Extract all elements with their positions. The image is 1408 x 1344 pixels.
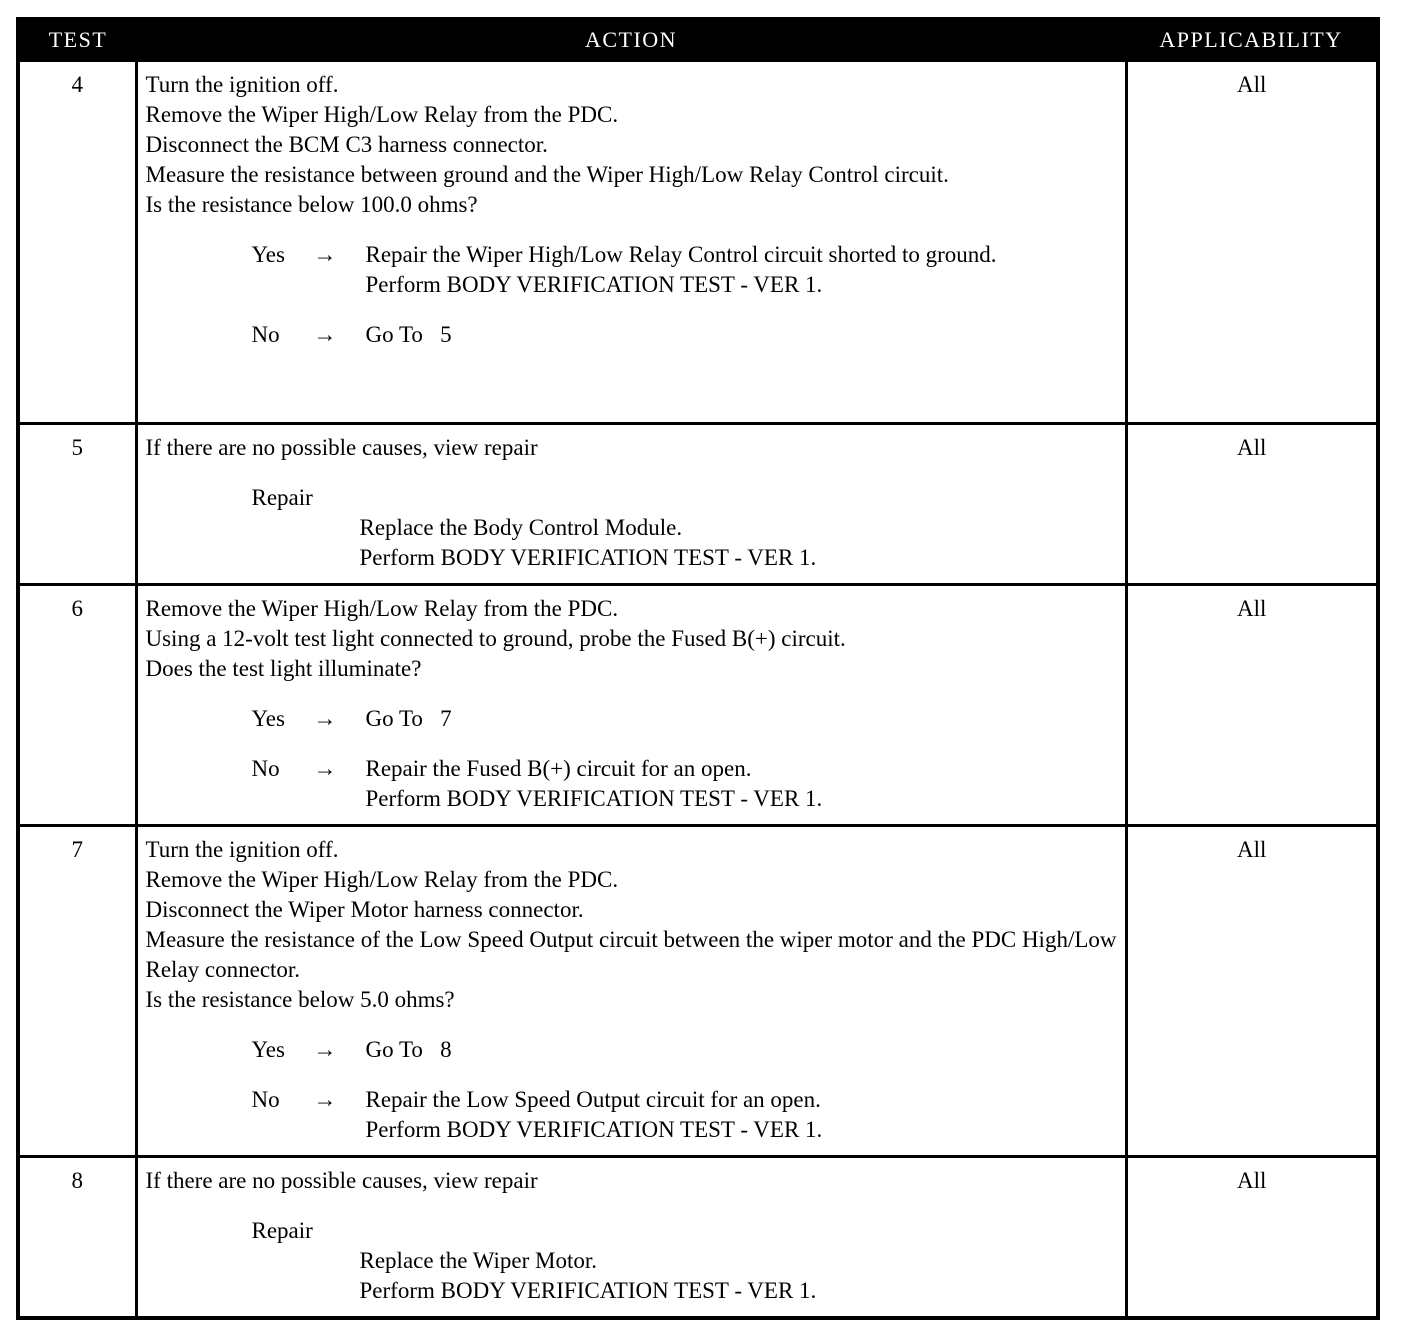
- arrow-right-icon: →: [313, 756, 337, 781]
- no-result-line: Perform BODY VERIFICATION TEST - VER 1.: [365, 786, 823, 811]
- yes-response: [146, 240, 1117, 300]
- yes-response: [146, 704, 1117, 734]
- repair-label: Repair: [251, 485, 313, 510]
- action-line: Does the test light illuminate?: [145, 656, 422, 681]
- yes-response: [146, 1035, 1117, 1065]
- repair-label: Repair: [251, 1218, 313, 1243]
- no-result-line: Repair the Fused B(+) circuit for an open.: [365, 756, 752, 781]
- yes-label: Yes: [251, 1037, 285, 1062]
- applicability-cell: All: [1126, 585, 1378, 826]
- repair-line: Perform BODY VERIFICATION TEST - VER 1.: [359, 1278, 817, 1303]
- yes-result-line: Perform BODY VERIFICATION TEST - VER 1.: [365, 272, 823, 297]
- action-line: Measure the resistance between ground and the Wiper High/Low Relay Control circuit.: [145, 162, 949, 187]
- yes-result-line: Repair the Wiper High/Low Relay Control circuit shorted to ground.: [365, 242, 997, 267]
- no-result: [366, 754, 1117, 814]
- action-line: Is the resistance below 5.0 ohms?: [145, 987, 455, 1012]
- action-line: Remove the Wiper High/Low Relay from the PDC.: [145, 867, 619, 892]
- no-response: [146, 320, 1117, 350]
- header-applicability: APPLICABILITY: [1126, 19, 1378, 61]
- test-row-4: [18, 61, 1378, 424]
- action-cell: [136, 826, 1126, 1157]
- no-response: [146, 1085, 1117, 1145]
- repair-steps: [360, 1246, 1117, 1306]
- action-line: If there are no possible causes, view repair: [145, 1168, 538, 1193]
- applicability-cell: All: [1126, 826, 1378, 1157]
- repair-line: Replace the Body Control Module.: [359, 515, 683, 540]
- test-row-6: [18, 585, 1378, 826]
- action-line: Remove the Wiper High/Low Relay from the PDC.: [145, 596, 619, 621]
- arrow-right-icon: →: [313, 242, 337, 267]
- action-line: Turn the ignition off.: [145, 72, 339, 97]
- applicability-cell: All: [1126, 424, 1378, 585]
- no-result-line: Go To 5: [365, 322, 452, 347]
- test-row-8: [18, 1157, 1378, 1318]
- action-cell: [136, 424, 1126, 585]
- repair-block: [146, 1216, 1117, 1306]
- action-line: Disconnect the Wiper Motor harness connector.: [145, 897, 584, 922]
- test-number: 8: [18, 1157, 136, 1318]
- test-number: 5: [18, 424, 136, 585]
- test-row-5: [18, 424, 1378, 585]
- test-number: 7: [18, 826, 136, 1157]
- no-result: [366, 1085, 1117, 1145]
- action-line: Measure the resistance of the Low Speed Output circuit between the wiper motor and the PDC High/Low Relay connector.: [145, 927, 1117, 982]
- action-line: Is the resistance below 100.0 ohms?: [145, 192, 478, 217]
- repair-line: Perform BODY VERIFICATION TEST - VER 1.: [359, 545, 817, 570]
- action-line: If there are no possible causes, view repair: [145, 435, 538, 460]
- arrow-right-icon: →: [313, 1037, 337, 1062]
- yes-result-line: Go To 8: [365, 1037, 452, 1062]
- no-label: No: [251, 756, 280, 781]
- yes-result: [366, 1035, 1117, 1065]
- no-result-line: Repair the Low Speed Output circuit for an open.: [365, 1087, 821, 1112]
- yes-label: Yes: [251, 706, 285, 731]
- arrow-right-icon: →: [313, 322, 337, 347]
- no-result: [366, 320, 1117, 350]
- repair-steps: [360, 513, 1117, 573]
- action-line: Using a 12-volt test light connected to ground, probe the Fused B(+) circuit.: [145, 626, 846, 651]
- no-response: [146, 754, 1117, 814]
- action-line: Disconnect the BCM C3 harness connector.: [145, 132, 548, 157]
- test-row-7: [18, 826, 1378, 1157]
- applicability-cell: All: [1126, 1157, 1378, 1318]
- no-result-line: Perform BODY VERIFICATION TEST - VER 1.: [365, 1117, 823, 1142]
- repair-block: [146, 483, 1117, 573]
- header-test: TEST: [18, 19, 136, 61]
- action-cell: [136, 1157, 1126, 1318]
- test-number: 4: [18, 61, 136, 424]
- arrow-right-icon: →: [313, 1087, 337, 1112]
- action-line: Remove the Wiper High/Low Relay from the PDC.: [145, 102, 619, 127]
- applicability-cell: All: [1126, 61, 1378, 424]
- no-label: No: [251, 1087, 280, 1112]
- no-label: No: [251, 322, 280, 347]
- yes-result: [366, 704, 1117, 734]
- repair-line: Replace the Wiper Motor.: [359, 1248, 598, 1273]
- arrow-right-icon: →: [313, 706, 337, 731]
- action-cell: [136, 61, 1126, 424]
- header-row: [18, 19, 1378, 61]
- yes-result-line: Go To 7: [365, 706, 452, 731]
- yes-result: [366, 240, 1117, 300]
- action-cell: [136, 585, 1126, 826]
- action-line: Turn the ignition off.: [145, 837, 339, 862]
- yes-label: Yes: [251, 242, 285, 267]
- header-action: ACTION: [136, 19, 1126, 61]
- diagnostic-test-table: [16, 17, 1380, 1320]
- test-number: 6: [18, 585, 136, 826]
